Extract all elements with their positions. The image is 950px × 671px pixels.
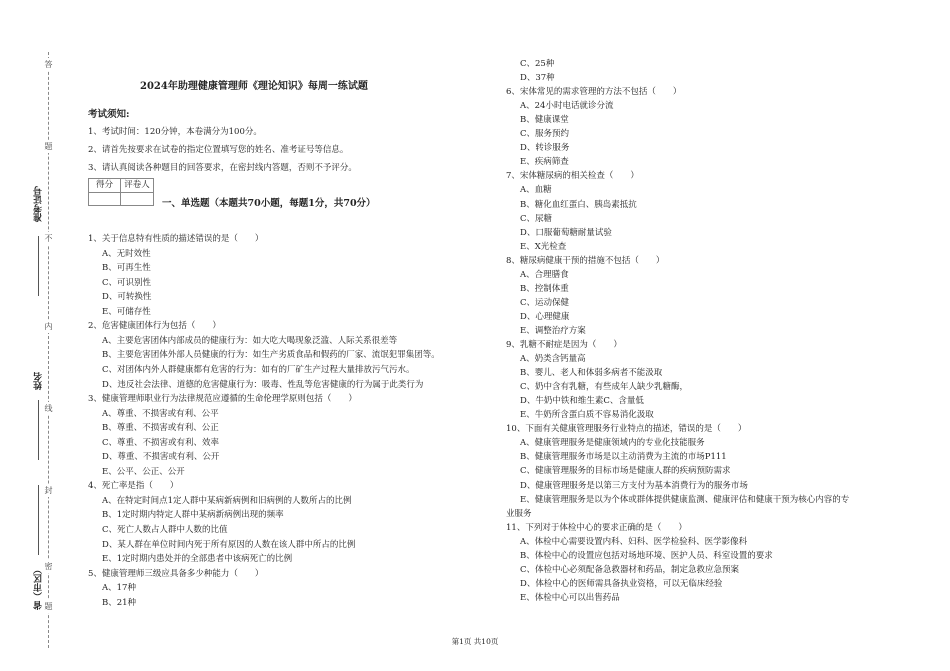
answer-option: D、心理健康 xyxy=(520,311,570,322)
answer-option: A、尊重、不损害或有利、公平 xyxy=(102,408,219,419)
answer-option: B、健康课堂 xyxy=(520,115,569,126)
section-title: 一、单选题（本题共70小题，每题1分，共70分） xyxy=(162,198,376,209)
answer-option: E、调整治疗方案 xyxy=(520,325,586,336)
question-stem: 9、乳糖不耐症是因为（ ） xyxy=(506,340,622,350)
region-label: 省（市区） xyxy=(34,565,44,610)
answer-option: D、某人群在单位时间内死于所有原因的人数在该人群中所占的比例 xyxy=(102,539,356,550)
answer-option: C、运动保健 xyxy=(520,297,570,308)
score-box xyxy=(88,178,154,206)
answer-option: E、公平、公正、公开 xyxy=(102,466,185,477)
score-cell xyxy=(89,193,121,205)
answer-option: A、健康管理服务是健康领域内的专业化技能服务 xyxy=(520,438,705,449)
answer-option: E、疾病筛查 xyxy=(520,157,569,168)
answer-option: D、牛奶中铁和维生素C、含量低 xyxy=(520,396,644,407)
answer-option: B、健康管理服务市场是以主动消费为主流的市场P111 xyxy=(520,452,727,463)
binding-mark: 内 xyxy=(44,322,53,331)
grader-cell xyxy=(121,193,153,205)
answer-option: D、口服葡萄糖耐量试验 xyxy=(520,227,612,238)
name-line xyxy=(38,400,39,460)
notice-item: 3、请认真阅读各种题目的回答要求，在密封线内答题，否则不予评分。 xyxy=(88,163,357,173)
question-stem: 1、关于信息特有性质的描述错误的是（ ） xyxy=(88,234,264,244)
answer-option: C、可识别性 xyxy=(102,277,152,288)
answer-option: E、1定时期内患处并的全部患者中该病死亡的比例 xyxy=(102,554,293,565)
answer-option: D、37种 xyxy=(520,73,555,84)
exam-id-label: 准考证号 xyxy=(34,186,44,222)
answer-option: E、X光检查 xyxy=(520,241,567,252)
answer-option: A、在特定时间点1定人群中某病新病例和旧病例的人数所占的比例 xyxy=(102,495,352,506)
answer-option: B、尊重、不损害或有利、公正 xyxy=(102,423,219,434)
question-stem: 8、糖尿病健康干预的措施不包括（ ） xyxy=(506,255,665,266)
answer-option: E、可储存性 xyxy=(102,306,151,317)
answer-option: 业服务 xyxy=(506,508,532,519)
answer-option: D、体检中心的医师需具备执业资格，可以无临床经验 xyxy=(520,578,723,589)
answer-option: E、体检中心可以出售药品 xyxy=(520,592,620,603)
binding-mark: 密 xyxy=(44,562,53,571)
answer-option: B、21种 xyxy=(102,597,137,608)
answer-option: A、无时效性 xyxy=(102,248,151,259)
question-stem: 5、健康管理师三级应具备多少种能力（ ） xyxy=(88,568,264,579)
answer-option: E、牛奶所含蛋白质不容易消化汲取 xyxy=(520,410,654,421)
answer-option: A、17种 xyxy=(102,583,136,594)
answer-option: C、对团体内外人群健康都有危害的行为：如有的厂矿生产过程大量排放污气污水。 xyxy=(102,364,415,375)
question-stem: 7、宋体糖尿病的相关检查（ ） xyxy=(506,171,639,182)
answer-option: D、违反社会法律、道德的危害健康行为：吸毒、性乱等危害健康的行为属于此类行为 xyxy=(102,379,424,390)
answer-option: B、控制体重 xyxy=(520,283,569,294)
notice-heading: 考试须知: xyxy=(88,109,130,120)
answer-option: C、健康管理服务的目标市场是健康人群的疾病预防需求 xyxy=(520,466,731,477)
answer-option: C、奶中含有乳糖，有些成年人缺少乳糖酶， xyxy=(520,382,689,393)
page-footer: 第1页 共10页 xyxy=(451,637,499,646)
name-label: 姓名 xyxy=(34,372,44,390)
question-stem: 11、下列对于体检中心的要求正确的是（ ） xyxy=(506,522,687,533)
answer-option: B、婴儿、老人和体弱多病者不能汲取 xyxy=(520,368,663,379)
answer-option: A、奶类含钙量高 xyxy=(520,354,586,365)
question-stem: 6、宋体常见的需求管理的方法不包括（ ） xyxy=(506,87,682,98)
answer-option: C、25种 xyxy=(520,59,555,69)
notice-item: 1、考试时间：120分钟，本卷满分为100分。 xyxy=(88,127,262,137)
exam-id-line xyxy=(38,236,39,296)
answer-option: B、主要危害团体外部人员健康的行为：如生产劣质食品和假药的厂家、流氓犯罪集团等。 xyxy=(102,350,440,361)
binding-mark: 题 xyxy=(44,602,53,611)
binding-mark: 不 xyxy=(44,234,53,243)
question-stem: 3、健康管理师职业行为法律规范应遵循的生命伦理学原则包括（ ） xyxy=(88,394,357,405)
answer-option: D、转诊服务 xyxy=(520,143,570,154)
answer-option: A、血糖 xyxy=(520,185,552,196)
grader-label: 评卷人 xyxy=(121,179,153,193)
answer-option: B、糖化血红蛋白、胰岛素抵抗 xyxy=(520,199,637,210)
answer-option: E、健康管理服务是以为个体或群体提供健康监测、健康评估和健康干预为核心内容的专 xyxy=(520,494,850,505)
answer-option: D、可转换性 xyxy=(102,292,152,303)
region-line xyxy=(38,485,39,555)
binding-mark: 封 xyxy=(44,486,53,495)
answer-option: C、尿糖 xyxy=(520,213,553,224)
answer-option: A、体检中心需要设置内科、妇科、医学检验科、医学影像科 xyxy=(520,536,748,547)
answer-option: C、服务预约 xyxy=(520,129,570,140)
page-title: 2024年助理健康管理师《理论知识》每周一练试题 xyxy=(140,81,368,92)
answer-option: B、体检中心的设置应包括对场地环境、医护人员、科室设置的要求 xyxy=(520,550,773,561)
binding-mark: 线 xyxy=(44,404,53,413)
score-label: 得分 xyxy=(89,179,121,193)
answer-option: B、可再生性 xyxy=(102,263,151,274)
answer-option: C、死亡人数占人群中人数的比值 xyxy=(102,525,228,535)
answer-option: A、合理膳食 xyxy=(520,269,569,280)
answer-option: C、尊重、不损害或有利、效率 xyxy=(102,437,220,448)
binding-mark: 答 xyxy=(44,60,53,69)
answer-option: A、24小时电话就诊分流 xyxy=(520,101,614,112)
question-stem: 10、下面有关健康管理服务行业特点的描述，错误的是（ ） xyxy=(506,424,747,435)
notice-item: 2、请首先按要求在试卷的指定位置填写您的姓名、准考证号等信息。 xyxy=(88,145,349,155)
binding-mark: 题 xyxy=(44,142,53,151)
answer-option: D、健康管理服务是以第三方支付为基本消费行为的服务市场 xyxy=(520,480,748,491)
question-stem: 2、危害健康团体行为包括（ ） xyxy=(88,321,221,332)
answer-option: D、尊重、不损害或有利、公开 xyxy=(102,452,220,463)
answer-option: A、主要危害团体内部成员的健康行为：如大吃大喝现象泛滥、人际关系很差等 xyxy=(102,335,398,346)
question-stem: 4、死亡率是指（ ） xyxy=(88,481,179,492)
answer-option: C、体检中心必须配备急救器材和药品，制定急救应急预案 xyxy=(520,564,740,575)
answer-option: B、1定时期内特定人群中某病新病例出现的频率 xyxy=(102,510,284,521)
